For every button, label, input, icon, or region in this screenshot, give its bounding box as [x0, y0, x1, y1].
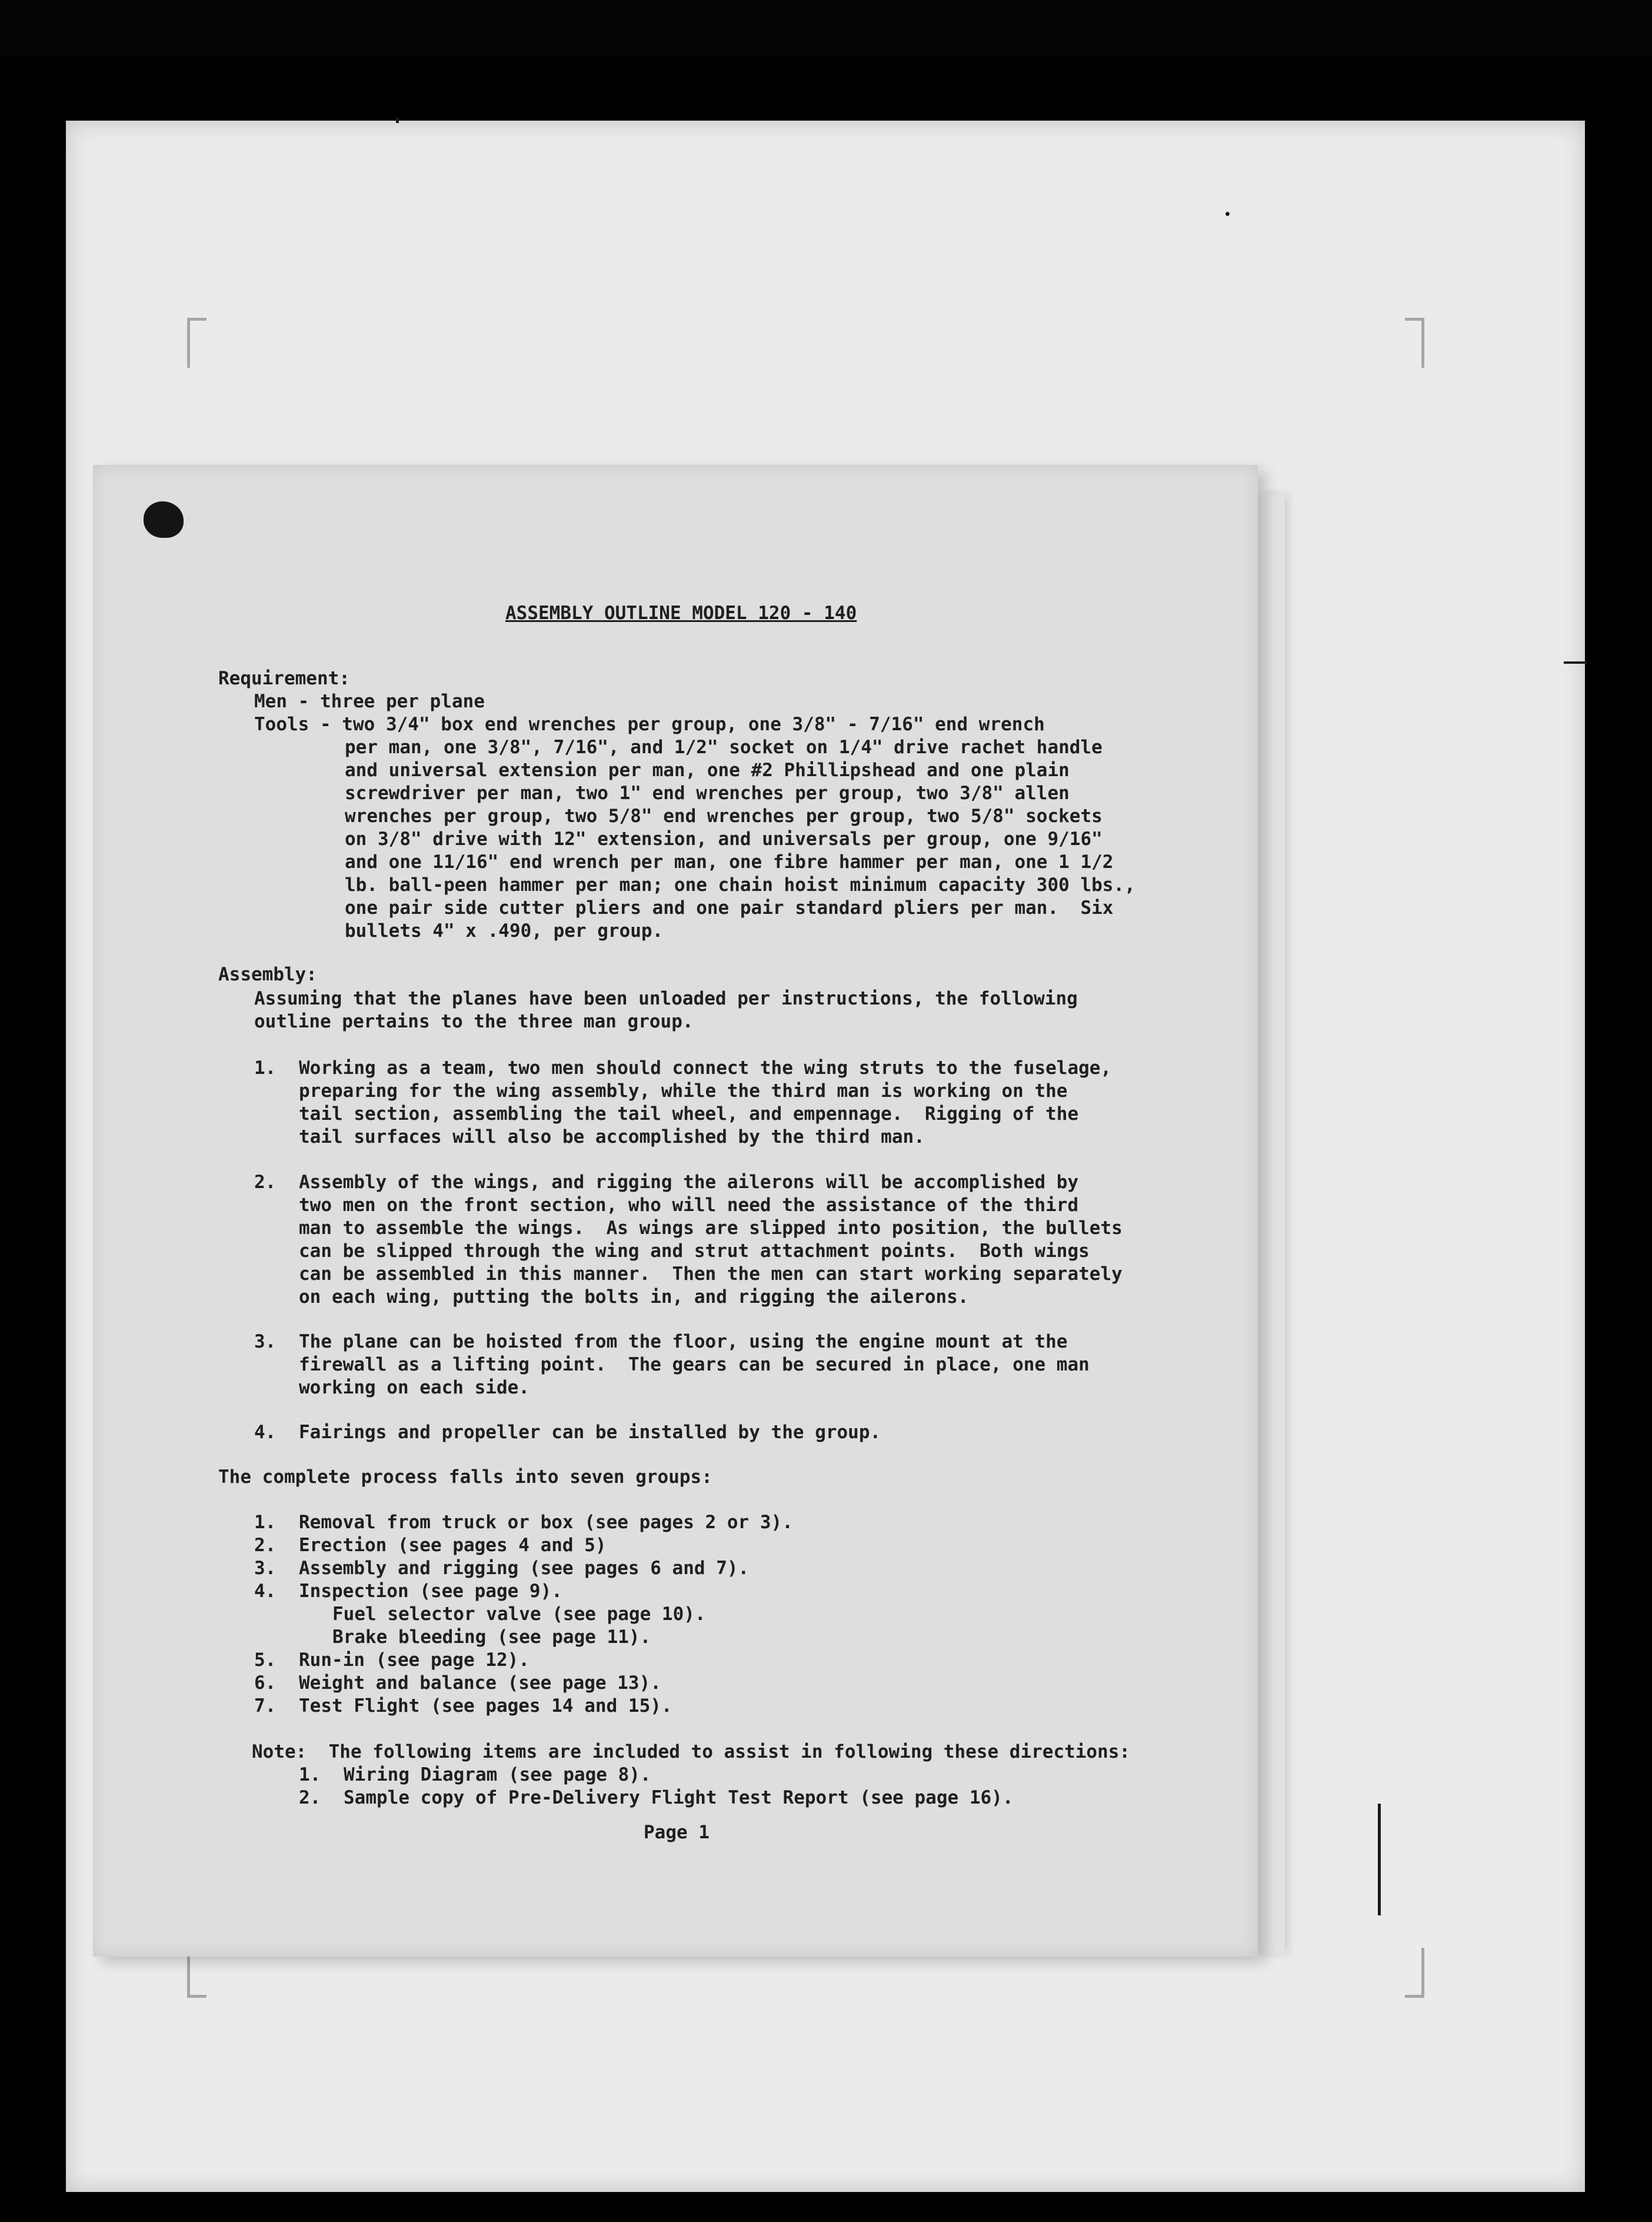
tools-line: lb. ball-peen hammer per man; one chain hoist minimum capacity 300 lbs.,	[345, 874, 1135, 896]
step-number: 2.	[254, 1172, 277, 1193]
group-item: Run-in (see page 12).	[299, 1649, 529, 1671]
step-line: Assembly of the wings, and rigging the ailerons will be accomplished by	[299, 1172, 1079, 1193]
group-number: 2.	[254, 1535, 277, 1556]
step-line: preparing for the wing assembly, while the third man is working on the	[299, 1080, 1068, 1102]
tools-line: wrenches per group, two 5/8" end wrenches per group, two 5/8" sockets	[345, 806, 1103, 827]
group-number: 6.	[254, 1672, 277, 1694]
step-line: man to assemble the wings. As wings are slipped into position, the bullets	[299, 1218, 1123, 1239]
group-number: 7.	[254, 1695, 277, 1717]
tools-line: on 3/8" drive with 12" extension, and universals per group, one 9/16"	[345, 829, 1103, 850]
group-subitem: Fuel selector valve (see page 10).	[332, 1604, 706, 1625]
note-line: Note: The following items are included to assist in following these directions:	[252, 1741, 1131, 1762]
group-number: 4.	[254, 1581, 277, 1602]
group-subitem: Brake bleeding (see page 11).	[332, 1626, 651, 1648]
group-item: Assembly and rigging (see pages 6 and 7).	[299, 1558, 750, 1579]
group-number: 1.	[254, 1512, 277, 1533]
step-line: tail surfaces will also be accomplished by the third man.	[299, 1126, 925, 1147]
step-line: on each wing, putting the bolts in, and rigging the ailerons.	[299, 1286, 969, 1308]
tools-line: screwdriver per man, two 1" end wrenches per group, two 3/8" allen	[345, 783, 1070, 804]
step-line: The plane can be hoisted from the floor, using the engine mount at the	[299, 1331, 1068, 1352]
step-line: tail section, assembling the tail wheel, and empennage. Rigging of the	[299, 1103, 1079, 1125]
tools-line: and one 11/16" end wrench per man, one fibre hammer per man, one 1 1/2	[345, 851, 1114, 873]
note-number: 1.	[299, 1764, 321, 1785]
group-item: Weight and balance (see page 13).	[299, 1672, 661, 1694]
assembly-heading: Assembly:	[218, 964, 317, 985]
group-item: Removal from truck or box (see pages 2 or 3).	[299, 1512, 793, 1533]
groups-intro: The complete process falls into seven groups:	[218, 1466, 712, 1488]
group-item: Test Flight (see pages 14 and 15).	[299, 1695, 672, 1717]
tools-line: per man, one 3/8", 7/16", and 1/2" socket on 1/4" drive rachet handle	[345, 737, 1103, 758]
step-line: working on each side.	[299, 1377, 529, 1398]
tools-line: one pair side cutter pliers and one pair standard pliers per man. Six	[345, 897, 1114, 919]
document-title: ASSEMBLY OUTLINE MODEL 120 - 140	[505, 603, 857, 624]
group-number: 5.	[254, 1649, 277, 1671]
tools-line: Tools - two 3/4" box end wrenches per group, one 3/8" - 7/16" end wrench	[254, 714, 1045, 735]
note-item: Wiring Diagram (see page 8).	[344, 1764, 651, 1785]
step-line: firewall as a lifting point. The gears can be secured in place, one man	[299, 1354, 1090, 1375]
step-line: two men on the front section, who will need the assistance of the third	[299, 1195, 1079, 1216]
group-item: Inspection (see page 9).	[299, 1581, 562, 1602]
step-line: Working as a team, two men should connect the wing struts to the fuselage,	[299, 1057, 1112, 1079]
group-number: 3.	[254, 1558, 277, 1579]
requirement-heading: Requirement:	[218, 668, 350, 689]
men-line: Men - three per plane	[254, 691, 485, 712]
step-number: 4.	[254, 1422, 277, 1443]
step-number: 1.	[254, 1057, 277, 1079]
step-line: can be assembled in this manner. Then the men can start working separately	[299, 1263, 1123, 1285]
step-line: can be slipped through the wing and strut attachment points. Both wings	[299, 1240, 1090, 1262]
assembly-intro-line: outline pertains to the three man group.	[254, 1011, 694, 1032]
tools-line: and universal extension per man, one #2 Phillipshead and one plain	[345, 760, 1070, 781]
note-item: Sample copy of Pre-Delivery Flight Test Report (see page 16).	[344, 1787, 1014, 1808]
group-item: Erection (see pages 4 and 5)	[299, 1535, 607, 1556]
step-line: Fairings and propeller can be installed by the group.	[299, 1422, 881, 1443]
page-number: Page 1	[644, 1822, 710, 1843]
assembly-intro-line: Assuming that the planes have been unloaded per instructions, the following	[254, 988, 1078, 1009]
tools-line: bullets 4" x .490, per group.	[345, 920, 664, 942]
step-number: 3.	[254, 1331, 277, 1352]
note-number: 2.	[299, 1787, 321, 1808]
